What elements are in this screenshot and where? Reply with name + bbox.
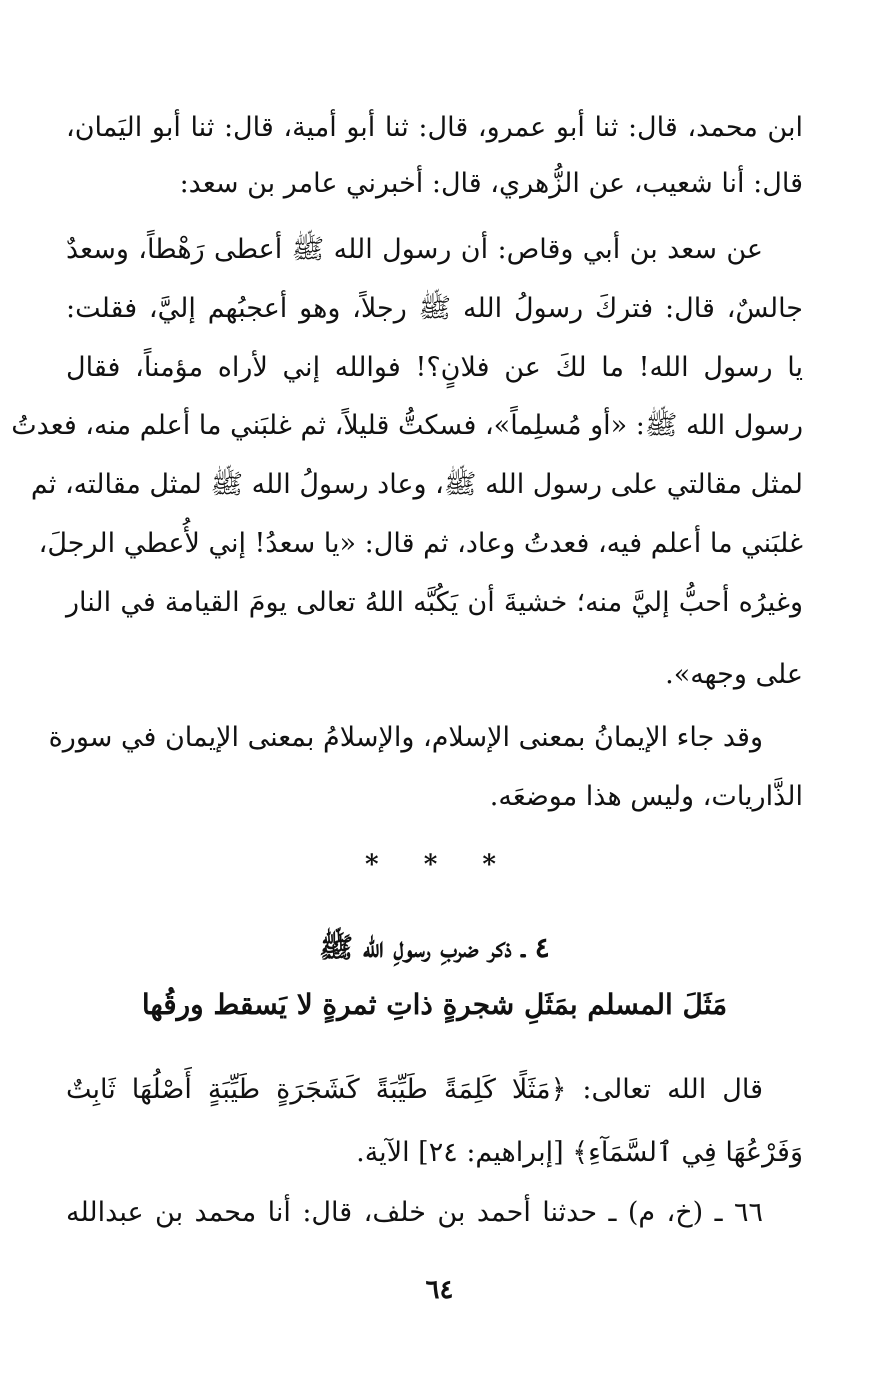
section-heading-title: ٤ ـ ذكر ضربِ رسولِ الله ﷺ <box>319 931 550 964</box>
text-line-12: الذَّاريات، وليس هذا موضعَه. <box>489 781 803 812</box>
text-line-10: على وجهه». <box>665 659 803 690</box>
section-separator: * * * <box>365 850 514 880</box>
text-line-8: غلبَني ما أعلم فيه، فعدتُ وعاد، ثم قال: «يا سعدُ! إني لأُعطي الرجلَ، <box>38 528 803 559</box>
text-line-6: رسول الله ﷺ: «أو مُسلِماً»، فسكتُّ قليلاً، ثم غلبَني ما أعلم منه، فعدتُ <box>11 410 803 441</box>
text-line-2: قال: أنا شعيب، عن الزُّهري، قال: أخبرني عامر بن سعد: <box>179 168 803 199</box>
text-line-7: لمثل مقالتي على رسول الله ﷺ، وعاد رسولُ الله ﷺ لمثل مقالته، ثم <box>30 469 803 500</box>
text-line-9: وغيرُه أحبُّ إليَّ منه؛ خشيةَ أن يَكُبَّه اللهُ تعالى يومَ القيامة في النار <box>66 587 803 618</box>
text-line-3: عن سعد بن أبي وقاص: أن رسول الله ﷺ أعطى رَهْطاً، وسعدٌ <box>66 234 763 265</box>
text-line-1: ابن محمد، قال: ثنا أبو عمرو، قال: ثنا أبو أمية، قال: ثنا أبو اليَمان، <box>66 112 803 143</box>
hadith-66-line: ٦٦ ـ (خ، م) ـ حدثنا أحمد بن خلف، قال: أنا محمد بن عبدالله <box>66 1197 763 1228</box>
section-heading-subtitle: مَثَلَ المسلم بمَثَلِ شجرةٍ ذاتِ ثمرةٍ لا يَسقط ورقُها <box>141 988 728 1021</box>
quran-verse-line-1: قال الله تعالى: ﴿مَثَلًا كَلِمَةً طَيِّبَةً كَشَجَرَةٍ طَيِّبَةٍ أَصْلُهَا ثَابِتٌ <box>66 1074 763 1105</box>
text-line-5: يا رسول الله! ما لكَ عن فلانٍ؟! فوالله إني لأراه مؤمناً، فقال <box>66 352 803 383</box>
text-line-11: وقد جاء الإيمانُ بمعنى الإسلام، والإسلامُ بمعنى الإيمان في سورة <box>48 722 763 753</box>
text-line-4: جالسٌ، قال: فتركَ رسولُ الله ﷺ رجلاً، وهو أعجبُهم إليَّ، فقلت: <box>66 293 803 324</box>
page-number: ٦٤ <box>425 1275 454 1305</box>
quran-verse-line-2: وَفَرْعُهَا فِي ٱلسَّمَآءِ﴾ [إبراهيم: ٢٤] الآية. <box>356 1137 803 1168</box>
